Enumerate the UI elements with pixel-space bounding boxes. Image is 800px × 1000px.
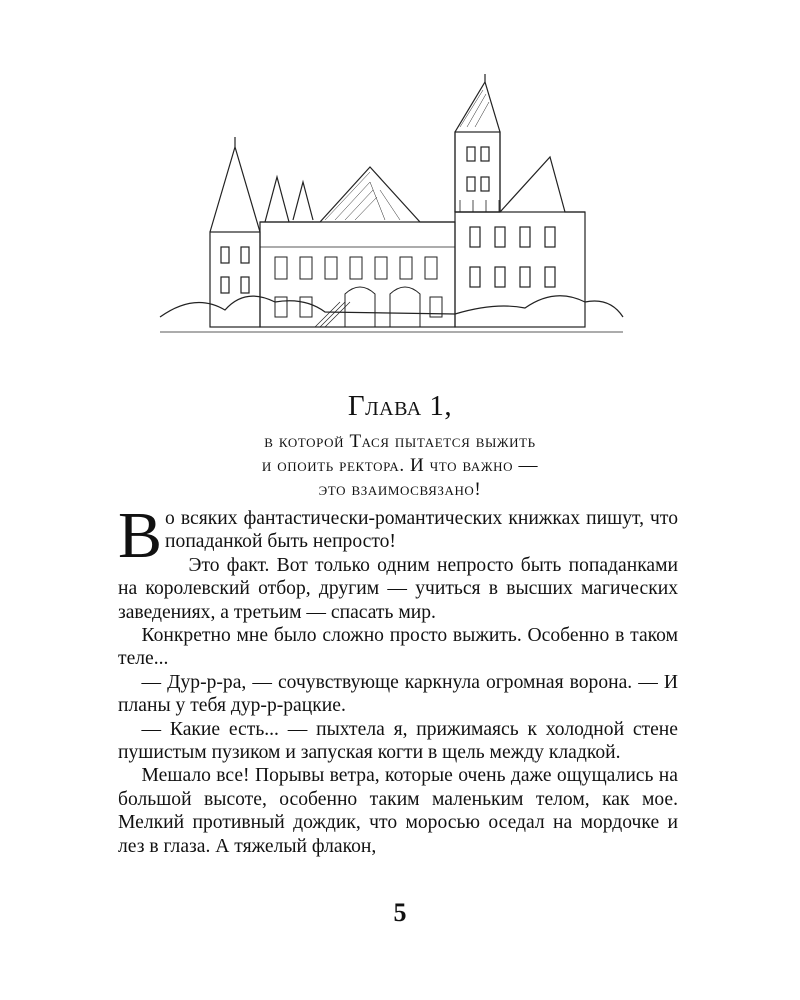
subtitle-line: в которой Тася пытается выжить <box>264 431 536 452</box>
paragraph: Во всяких фантастически-романтических книжках пишут, что попаданкой быть непросто! <box>118 499 678 572</box>
castle-icon <box>155 72 625 372</box>
paragraph: Это факт. Вот только одним непросто быть попаданками на королевский отбор, другим — учиться в высших магических заведениях, а третьим — спасать мир. <box>118 554 678 623</box>
chapter-subtitle <box>140 430 660 502</box>
subtitle-line: это взаимосвязано! <box>318 479 482 500</box>
chapter-title: Глава 1, <box>347 390 453 422</box>
paragraph: Мешало все! Порывы ветра, которые очень даже ощущались на большой высоте, особенно таким маленьким телом, как мое. Мелкий противный дождик, что моросью оседал на мордочке и лез в глаза. А тяжелый флакон, <box>118 765 678 857</box>
subtitle-line: и опоить ректора. И что важно — <box>261 455 539 476</box>
page-number: 5 <box>393 898 407 927</box>
body-text <box>118 499 678 858</box>
paragraph: — Какие есть... — пыхтела я, прижимаясь к холодной стене пушистым пузиком и запуская когти в щель между кладкой. <box>118 718 678 764</box>
paragraph: Конкретно мне было сложно просто выжить. Особенно в таком теле... <box>118 625 678 670</box>
drop-cap: В <box>118 499 163 572</box>
paragraph: — Дур-р-ра, — сочувствующе каркнула огромная ворона. — И планы у тебя дур-р-рацкие. <box>118 671 678 717</box>
